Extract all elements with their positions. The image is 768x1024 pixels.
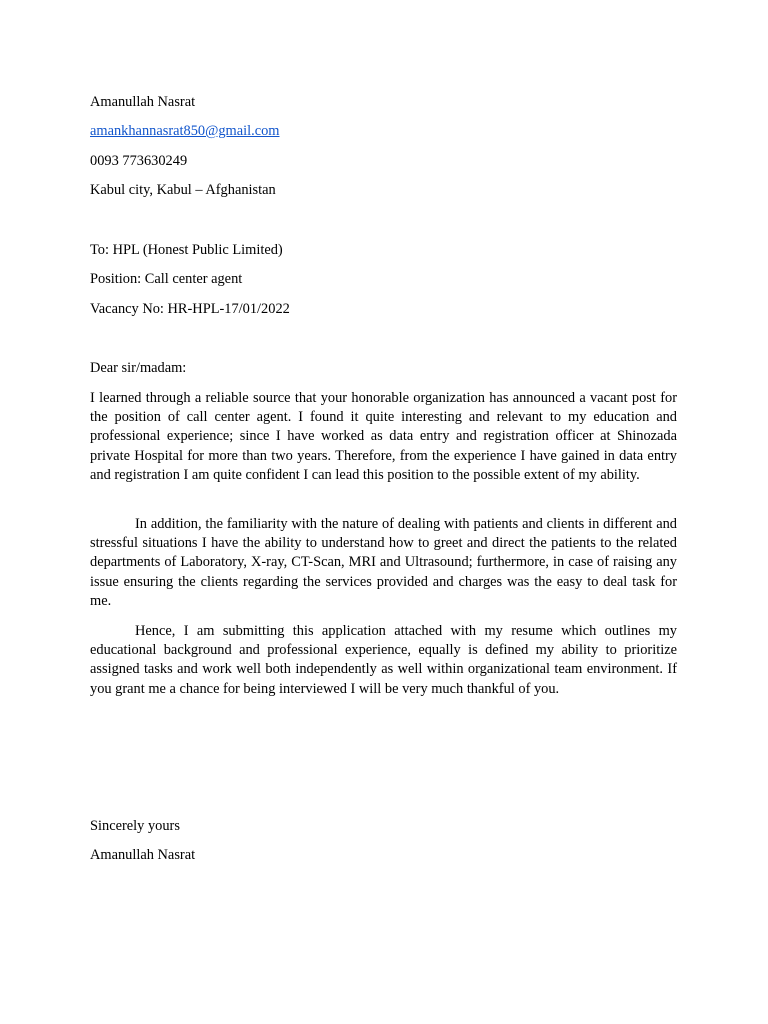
recipient-to: To: HPL (Honest Public Limited) xyxy=(90,242,283,258)
sender-address: Kabul city, Kabul – Afghanistan xyxy=(90,182,276,198)
recipient-position: Position: Call center agent xyxy=(90,271,243,287)
body-paragraph-1: I learned through a reliable source that your honorable organization has announced a vacant post for the position of call center agent. I found it quite interesting and relevant to my education and professional experience; since I have worked as data entry and registration officer at Shinozada private Hospital for more than two years. Therefore, from the experience I have gained in data entry and registration I am quite confident I can lead this position to the possible extent of my ability. xyxy=(90,390,677,483)
body-paragraph-3: Hence, I am submitting this application attached with my resume which outlines my educational background and professional experience, equally is defined my ability to prioritize assigned tasks and work well both independently as well within organizational team environment. If you grant me a chance for being interviewed I will be very much thankful of you. xyxy=(90,623,677,697)
closing-valediction: Sincerely yours xyxy=(90,818,180,834)
closing-signature: Amanullah Nasrat xyxy=(90,847,196,863)
sender-email-link[interactable]: amankhannasrat850@gmail.com xyxy=(90,123,280,139)
body-paragraph-2: In addition, the familiarity with the nature of dealing with patients and clients in different and stressful situations I have the ability to understand how to greet and direct the patients to the related departments of Laboratory, X-ray, CT-Scan, MRI and Ultrasound; furthermore, in case of raising any issue ensuring the clients regarding the services provided and charges was the easy to deal task for me. xyxy=(90,516,677,609)
sender-phone: 0093 773630249 xyxy=(90,153,188,169)
sender-name: Amanullah Nasrat xyxy=(90,94,196,110)
salutation: Dear sir/madam: xyxy=(90,360,187,376)
recipient-vacancy: Vacancy No: HR-HPL-17/01/2022 xyxy=(90,301,290,317)
